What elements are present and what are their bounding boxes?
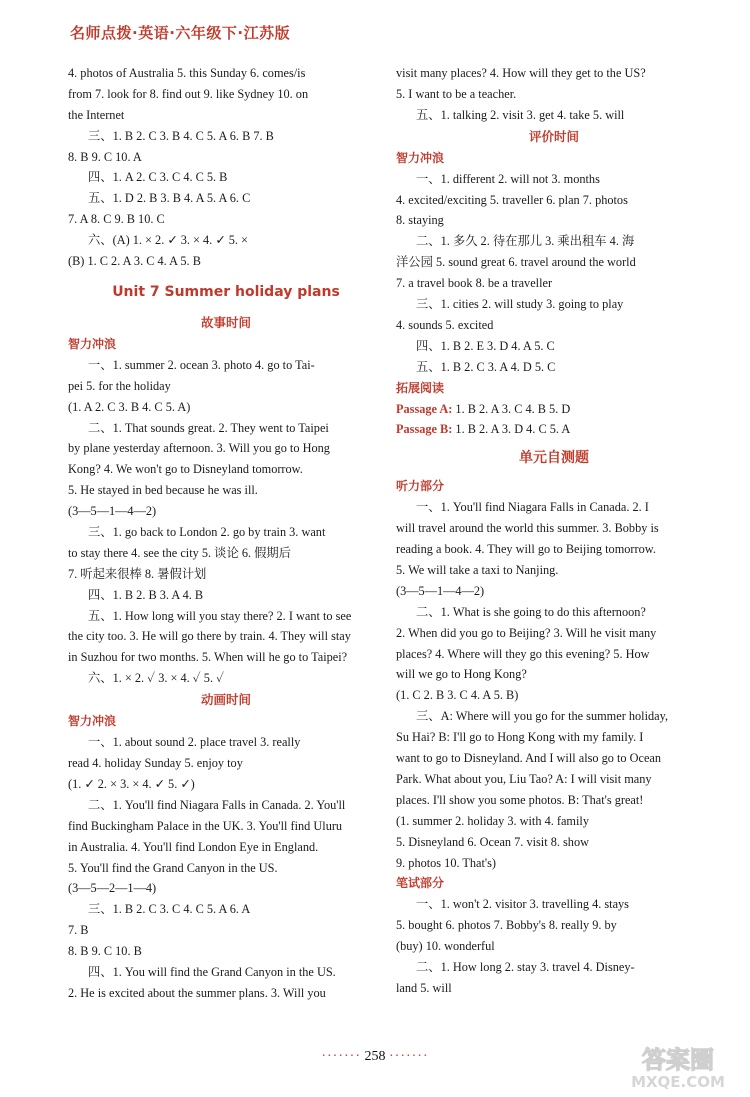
svg-text:MXQE.COM: MXQE.COM <box>631 1073 725 1091</box>
answer-line: 五、1. D 2. B 3. B 4. A 5. A 6. C <box>88 191 251 206</box>
answer-line: 二、1. What is she going to do this afternoon? <box>416 604 646 619</box>
subsection-label: 拓展阅读 <box>396 380 445 395</box>
unit-title: Unit 7 Summer holiday plans <box>112 283 340 300</box>
answer-line: (3—5—2—1—4) <box>68 881 157 896</box>
answer-line: 7. a travel book 8. be a traveller <box>396 276 553 291</box>
answer-line: (1. A 2. C 3. B 4. C 5. A) <box>68 399 191 414</box>
answer-line: pei 5. for the holiday <box>68 378 171 393</box>
answer-line: (B) 1. C 2. A 3. C 4. A 5. B <box>68 254 201 269</box>
book-header-title: 名师点拨·英语·六年级下·江苏版 <box>70 24 291 42</box>
passage-answers: 1. B 2. A 3. C 4. B 5. D <box>452 401 571 416</box>
section-heading: 评价时间 <box>528 128 579 144</box>
answer-line: in Suzhou for two months. 5. When will he go to Taipei? <box>68 650 348 665</box>
subsection-label: 智力冲浪 <box>68 336 117 351</box>
answer-line: 一、1. different 2. will not 3. months <box>416 171 600 186</box>
answer-line: 5. We will take a taxi to Nanjing. <box>396 563 559 578</box>
answer-line: 四、1. You will find the Grand Canyon in the US. <box>88 964 336 979</box>
answer-line: 5. He stayed in bed because he was ill. <box>68 483 258 498</box>
answer-line: from 7. look for 8. find out 9. like Sydney 10. on <box>68 86 309 101</box>
answer-line: Su Hai? B: I'll go to Hong Kong with my family. I <box>396 730 644 745</box>
answer-line: 4. sounds 5. excited <box>396 317 494 332</box>
answer-line: Park. What about you, Liu Tao? A: I will visit many <box>396 771 652 786</box>
subsection-label: 智力冲浪 <box>396 150 445 165</box>
answer-line: 8. B 9. C 10. A <box>68 149 142 164</box>
answer-line: (1. C 2. B 3. C 4. A 5. B) <box>396 688 519 703</box>
answer-line: 四、1. A 2. C 3. C 4. C 5. B <box>88 170 228 185</box>
answer-line: 二、1. You'll find Niagara Falls in Canada. 2. You'll <box>88 797 346 812</box>
answer-line: the city too. 3. He will go there by train. 4. They will stay <box>68 629 351 644</box>
answer-line: 8. B 9. C 10. B <box>68 944 142 959</box>
answer-line: 一、1. about sound 2. place travel 3. really <box>88 735 301 750</box>
subsection-label: 笔试部分 <box>396 876 445 891</box>
answer-line: places. I'll show you some photos. B: That's great! <box>396 792 644 807</box>
passage-answers: 1. B 2. A 3. D 4. C 5. A <box>452 422 571 437</box>
answer-line: 洋公园 5. sound great 6. travel around the world <box>396 255 636 270</box>
answer-line: the Internet <box>68 107 125 122</box>
answer-line: 7. B <box>68 923 89 938</box>
passage-answer-line <box>396 399 712 420</box>
answer-line: 二、1. That sounds great. 2. They went to Taipei <box>88 420 329 435</box>
answer-line: 三、1. B 2. C 3. B 4. C 5. A 6. B 7. B <box>88 128 274 143</box>
answer-line: 四、1. B 2. B 3. A 4. B <box>88 587 204 602</box>
passage-label: Passage B: <box>396 422 453 437</box>
answer-line: will we go to Hong Kong? <box>396 667 527 682</box>
footer-dots-right: ······· <box>389 1049 429 1064</box>
passage-answer-line <box>396 419 712 440</box>
answer-line: to stay there 4. see the city 5. 谈论 6. 假期后 <box>68 545 292 560</box>
answer-line: reading a book. 4. They will go to Beijing tomorrow. <box>396 542 656 557</box>
answer-line: 一、1. summer 2. ocean 3. photo 4. go to Tai- <box>88 357 315 372</box>
answer-line: 三、A: Where will you go for the summer holiday, <box>416 709 669 724</box>
answer-line: by plane yesterday afternoon. 3. Will you go to Hong <box>68 441 330 456</box>
right-column <box>396 63 712 999</box>
answer-line: 4. photos of Australia 5. this Sunday 6. comes/is <box>68 66 306 80</box>
answer-line: (1. ✓ 2. × 3. × 4. ✓ 5. ✓) <box>68 776 195 791</box>
answer-line: 9. photos 10. That's) <box>396 855 497 870</box>
unit-test-heading: 单元自测题 <box>519 450 589 467</box>
svg-text:答案圈: 答案圈 <box>642 1046 714 1074</box>
footer-dots-left: ······· <box>321 1049 361 1064</box>
answer-line: 三、1. cities 2. will study 3. going to play <box>416 297 624 312</box>
answer-line: 7. A 8. C 9. B 10. C <box>68 212 165 227</box>
answer-line: (1. summer 2. holiday 3. with 4. family <box>396 813 589 828</box>
answer-line: 三、1. B 2. C 3. C 4. C 5. A 6. A <box>88 902 251 917</box>
answer-line: 5. I want to be a teacher. <box>396 86 517 101</box>
answer-line: read 4. holiday Sunday 5. enjoy toy <box>68 756 243 771</box>
page-number-text: 258 <box>364 1049 386 1064</box>
answer-line: 5. You'll find the Grand Canyon in the US. <box>68 860 278 875</box>
answer-line: (3—5—1—4—2) <box>396 583 485 598</box>
answer-line: will travel around the world this summer. 3. Bobby is <box>396 521 659 536</box>
answer-line: 一、1. won't 2. visitor 3. travelling 4. stays <box>416 897 629 912</box>
answer-line: 五、1. talking 2. visit 3. get 4. take 5. will <box>416 107 625 122</box>
answer-line: Kong? 4. We won't go to Disneyland tomorrow. <box>68 462 303 477</box>
answer-line: (3—5—1—4—2) <box>68 504 157 519</box>
answer-line: 一、1. You'll find Niagara Falls in Canada. 2. I <box>416 500 649 515</box>
answer-line: 二、1. How long 2. stay 3. travel 4. Disney- <box>416 960 635 975</box>
answer-line: 2. When did you go to Beijing? 3. Will he visit many <box>396 625 657 640</box>
section-heading: 动画时间 <box>200 692 251 708</box>
answer-line: want to go to Disneyland. And I will also go to Ocean <box>396 751 662 766</box>
answer-line: 三、1. go back to London 2. go by train 3. want <box>88 525 326 540</box>
left-column <box>68 63 384 1004</box>
section-heading: 故事时间 <box>200 314 251 330</box>
answer-line: 六、1. × 2. ✓ 3. × 4. ✓ 5. ✓ <box>88 671 225 686</box>
subsection-label: 听力部分 <box>396 479 445 494</box>
answer-line: 4. excited/exciting 5. traveller 6. plan 7. photos <box>396 192 628 207</box>
answer-line: 5. Disneyland 6. Ocean 7. visit 8. show <box>396 834 589 849</box>
answer-line: 8. staying <box>396 213 444 228</box>
answer-line: 5. bought 6. photos 7. Bobby's 8. really 9. by <box>396 918 617 933</box>
passage-label: Passage A: <box>396 401 453 416</box>
answer-line: (buy) 10. wonderful <box>396 939 495 954</box>
answer-line: 二、1. 多久 2. 待在那儿 3. 乘出租车 4. 海 <box>416 234 635 249</box>
answer-line: places? 4. Where will they go this evening? 5. How <box>396 646 650 661</box>
watermark-logo <box>618 1040 740 1092</box>
answer-line: 五、1. How long will you stay there? 2. I want to see <box>88 608 352 623</box>
answer-line: 六、(A) 1. × 2. ✓ 3. × 4. ✓ 5. × <box>88 233 248 248</box>
answer-line: in Australia. 4. You'll find London Eye in England. <box>68 839 319 854</box>
answer-line: land 5. will <box>396 980 452 995</box>
answer-line: visit many places? 4. How will they get to the US? <box>396 66 646 80</box>
answer-line: 2. He is excited about the summer plans. 3. Will you <box>68 985 326 1000</box>
subsection-label: 智力冲浪 <box>68 714 117 729</box>
answer-line: find Buckingham Palace in the UK. 3. You'll find Uluru <box>68 818 343 833</box>
answer-line: 五、1. B 2. C 3. A 4. D 5. C <box>416 359 556 374</box>
answer-line: 7. 听起来很棒 8. 暑假计划 <box>68 566 207 581</box>
answer-line: 四、1. B 2. E 3. D 4. A 5. C <box>416 338 555 353</box>
